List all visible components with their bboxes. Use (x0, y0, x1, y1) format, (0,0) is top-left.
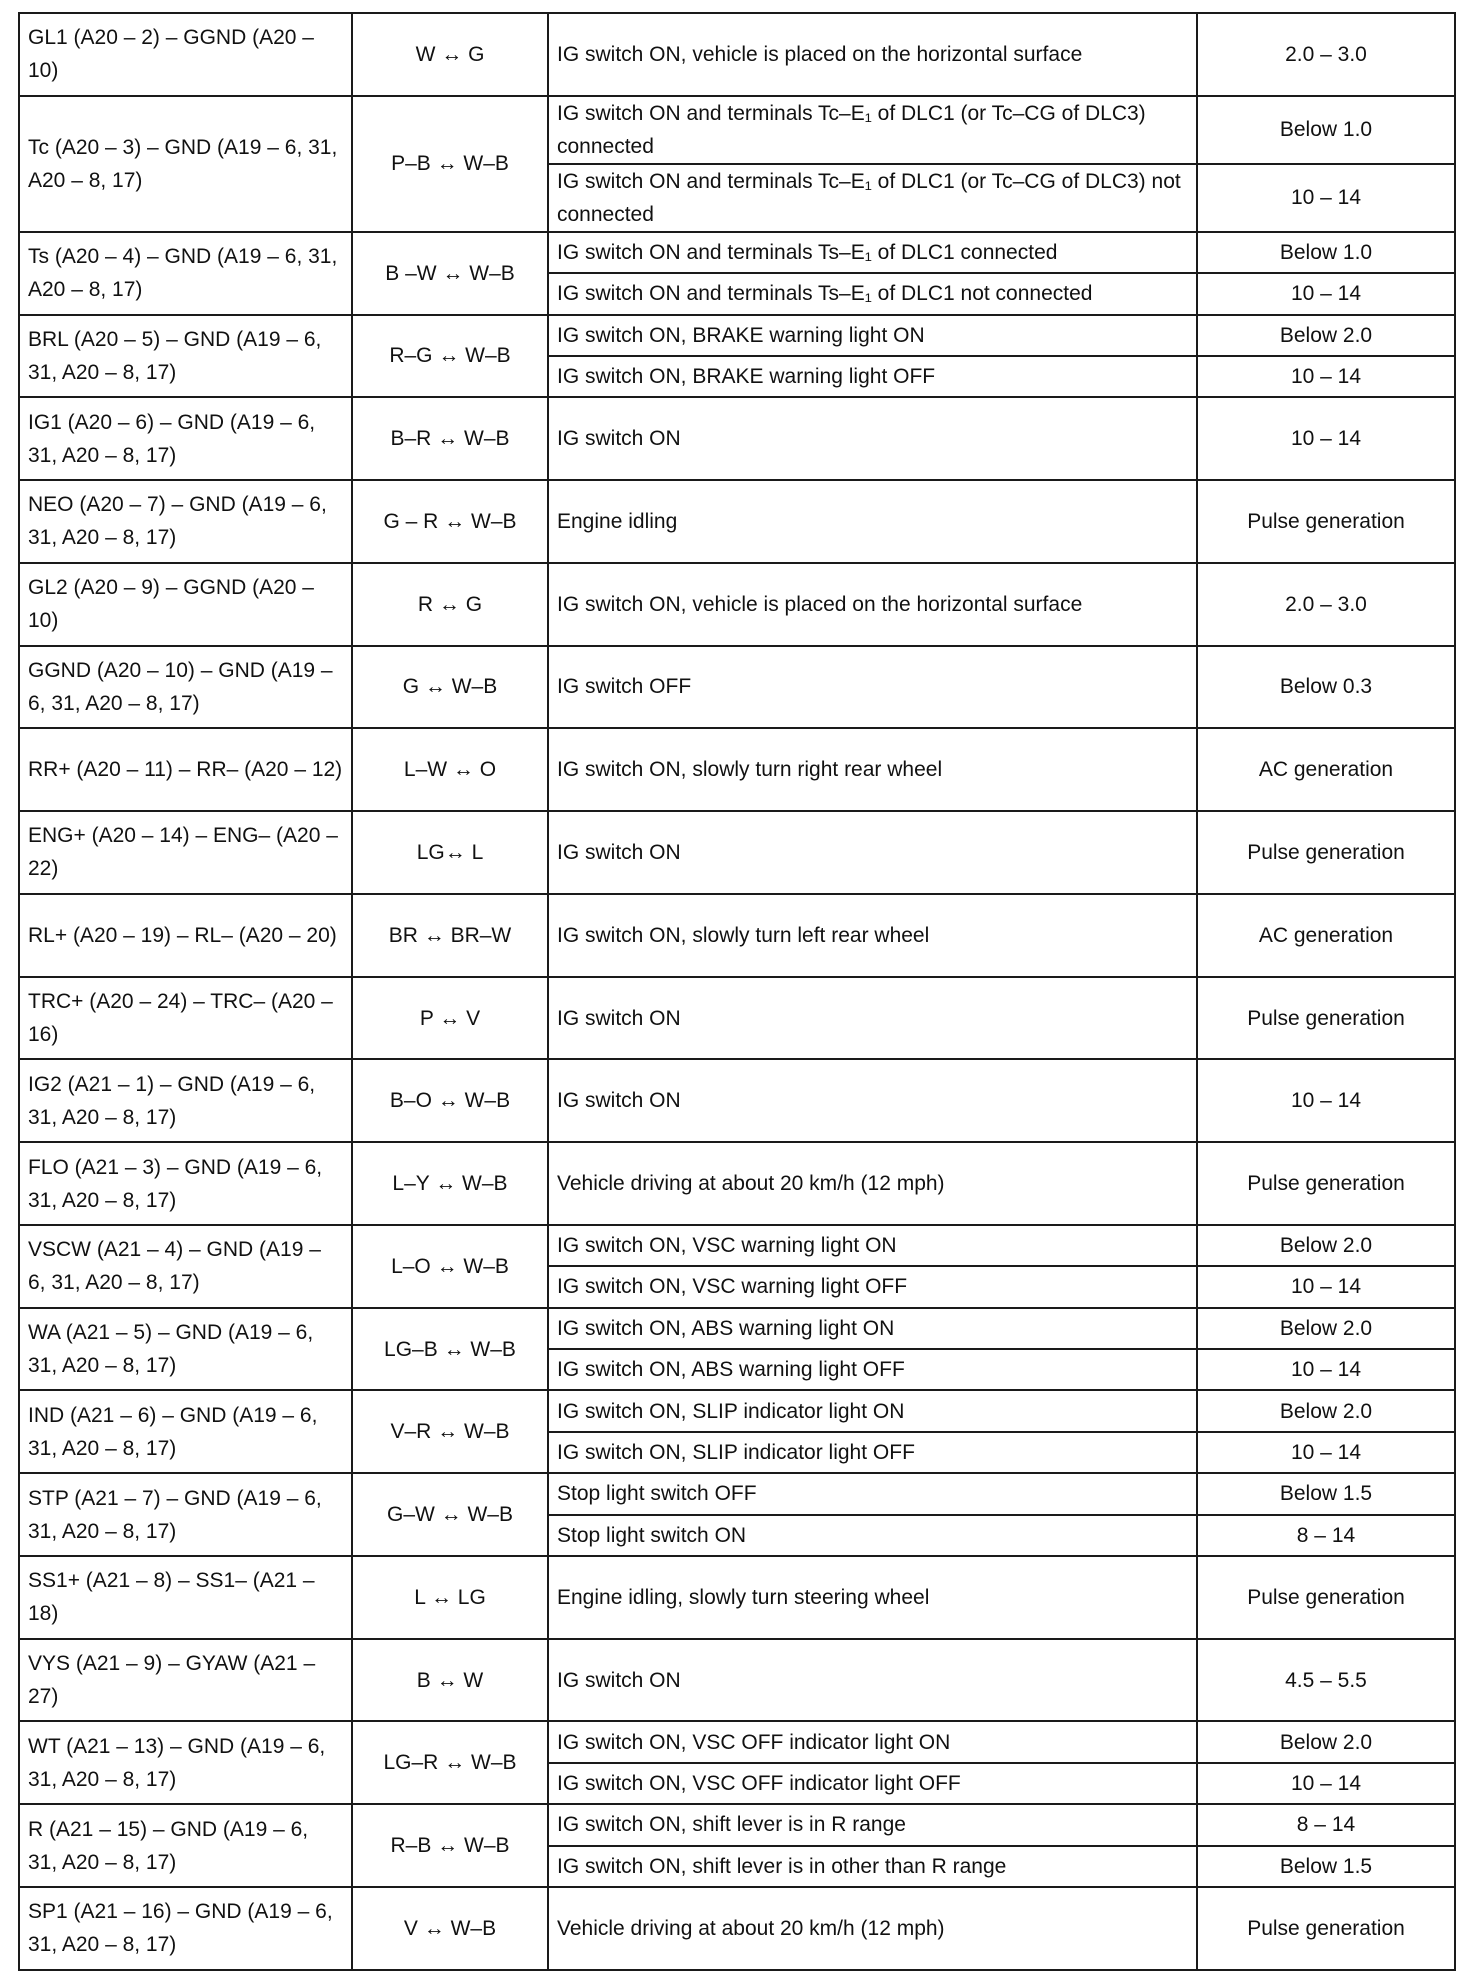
wiring-color-cell: B –W ↔ W–B (352, 232, 548, 315)
condition-cell: Engine idling (548, 480, 1197, 563)
table-row (19, 315, 1455, 356)
specified-condition-cell: AC generation (1197, 728, 1455, 811)
condition-cell: IG switch ON, VSC warning light ON (548, 1225, 1197, 1266)
condition-cell: IG switch ON, SLIP indicator light ON (548, 1390, 1197, 1431)
wiring-color-cell: R–G ↔ W–B (352, 315, 548, 398)
specified-condition-cell: Below 0.3 (1197, 646, 1455, 729)
specified-condition-cell: Pulse generation (1197, 977, 1455, 1060)
condition-cell: IG switch ON and terminals Tc–E₁ of DLC1 (or Tc–CG of DLC3) connected (548, 96, 1197, 164)
specified-condition-cell: 10 – 14 (1197, 1763, 1455, 1804)
table-row (19, 1142, 1455, 1225)
wiring-color-cell: B–O ↔ W–B (352, 1059, 548, 1142)
wiring-color-cell: LG–B ↔ W–B (352, 1308, 548, 1391)
condition-cell: Stop light switch OFF (548, 1473, 1197, 1514)
wiring-color-cell: P ↔ V (352, 977, 548, 1060)
condition-cell: IG switch ON and terminals Tc–E₁ of DLC1 (or Tc–CG of DLC3) not connected (548, 164, 1197, 232)
table-row (19, 894, 1455, 977)
table-body (19, 13, 1455, 1970)
specified-condition-cell: Below 1.0 (1197, 232, 1455, 273)
condition-cell: IG switch ON, VSC warning light OFF (548, 1266, 1197, 1307)
condition-cell: IG switch ON, shift lever is in other than R range (548, 1846, 1197, 1887)
table-row (19, 232, 1455, 273)
terminal-cell: SS1+ (A21 – 8) – SS1– (A21 – 18) (19, 1556, 352, 1639)
terminal-cell: WA (A21 – 5) – GND (A19 – 6, 31, A20 – 8, 17) (19, 1308, 352, 1391)
terminal-cell: GGND (A20 – 10) – GND (A19 – 6, 31, A20 – 8, 17) (19, 646, 352, 729)
terminal-cell: VSCW (A21 – 4) – GND (A19 – 6, 31, A20 – 8, 17) (19, 1225, 352, 1308)
specified-condition-cell: 2.0 – 3.0 (1197, 563, 1455, 646)
specified-condition-cell: Below 2.0 (1197, 1225, 1455, 1266)
condition-cell: IG switch ON and terminals Ts–E₁ of DLC1 connected (548, 232, 1197, 273)
terminal-cell: GL1 (A20 – 2) – GGND (A20 – 10) (19, 13, 352, 96)
wiring-color-cell: B ↔ W (352, 1639, 548, 1722)
specified-condition-cell: 10 – 14 (1197, 1432, 1455, 1473)
terminal-cell: IG2 (A21 – 1) – GND (A19 – 6, 31, A20 – 8, 17) (19, 1059, 352, 1142)
wiring-color-cell: L–W ↔ O (352, 728, 548, 811)
table-row (19, 397, 1455, 480)
table-row (19, 1059, 1455, 1142)
wiring-color-cell: L–O ↔ W–B (352, 1225, 548, 1308)
table-row (19, 977, 1455, 1060)
terminal-cell: SP1 (A21 – 16) – GND (A19 – 6, 31, A20 – 8, 17) (19, 1887, 352, 1970)
condition-cell: Stop light switch ON (548, 1515, 1197, 1556)
terminal-voltage-table (18, 12, 1456, 1971)
condition-cell: IG switch ON, SLIP indicator light OFF (548, 1432, 1197, 1473)
condition-cell: IG switch ON, vehicle is placed on the horizontal surface (548, 563, 1197, 646)
condition-cell: IG switch ON, vehicle is placed on the horizontal surface (548, 13, 1197, 96)
table-row (19, 1473, 1455, 1514)
table-row (19, 1556, 1455, 1639)
wiring-color-cell: BR ↔ BR–W (352, 894, 548, 977)
specified-condition-cell: Pulse generation (1197, 1887, 1455, 1970)
table-row (19, 1887, 1455, 1970)
specified-condition-cell: Below 2.0 (1197, 1721, 1455, 1762)
wiring-color-cell: LG–R ↔ W–B (352, 1721, 548, 1804)
terminal-voltage-sheet (18, 12, 1454, 1957)
condition-cell: Vehicle driving at about 20 km/h (12 mph) (548, 1142, 1197, 1225)
terminal-cell: VYS (A21 – 9) – GYAW (A21 – 27) (19, 1639, 352, 1722)
table-row (19, 1308, 1455, 1349)
table-row (19, 1225, 1455, 1266)
specified-condition-cell: Below 2.0 (1197, 315, 1455, 356)
condition-cell: IG switch ON (548, 977, 1197, 1060)
condition-cell: Engine idling, slowly turn steering wheel (548, 1556, 1197, 1639)
wiring-color-cell: P–B ↔ W–B (352, 96, 548, 232)
condition-cell: IG switch ON, BRAKE warning light ON (548, 315, 1197, 356)
condition-cell: IG switch ON, BRAKE warning light OFF (548, 356, 1197, 397)
terminal-cell: FLO (A21 – 3) – GND (A19 – 6, 31, A20 – 8, 17) (19, 1142, 352, 1225)
wiring-color-cell: L ↔ LG (352, 1556, 548, 1639)
specified-condition-cell: Below 2.0 (1197, 1390, 1455, 1431)
terminal-cell: RR+ (A20 – 11) – RR– (A20 – 12) (19, 728, 352, 811)
condition-cell: IG switch ON (548, 1639, 1197, 1722)
terminal-cell: IG1 (A20 – 6) – GND (A19 – 6, 31, A20 – 8, 17) (19, 397, 352, 480)
specified-condition-cell: 4.5 – 5.5 (1197, 1639, 1455, 1722)
terminal-cell: GL2 (A20 – 9) – GGND (A20 – 10) (19, 563, 352, 646)
specified-condition-cell: AC generation (1197, 894, 1455, 977)
wiring-color-cell: W ↔ G (352, 13, 548, 96)
specified-condition-cell: 10 – 14 (1197, 1349, 1455, 1390)
condition-cell: IG switch ON, VSC OFF indicator light OFF (548, 1763, 1197, 1804)
wiring-color-cell: L–Y ↔ W–B (352, 1142, 548, 1225)
terminal-cell: R (A21 – 15) – GND (A19 – 6, 31, A20 – 8, 17) (19, 1804, 352, 1887)
specified-condition-cell: Pulse generation (1197, 1556, 1455, 1639)
wiring-color-cell: R–B ↔ W–B (352, 1804, 548, 1887)
terminal-cell: ENG+ (A20 – 14) – ENG– (A20 – 22) (19, 811, 352, 894)
terminal-cell: STP (A21 – 7) – GND (A19 – 6, 31, A20 – 8, 17) (19, 1473, 352, 1556)
table-row (19, 1721, 1455, 1762)
table-row (19, 96, 1455, 164)
condition-cell: IG switch ON and terminals Ts–E₁ of DLC1 not connected (548, 273, 1197, 314)
terminal-cell: NEO (A20 – 7) – GND (A19 – 6, 31, A20 – 8, 17) (19, 480, 352, 563)
condition-cell: IG switch ON, VSC OFF indicator light ON (548, 1721, 1197, 1762)
terminal-cell: BRL (A20 – 5) – GND (A19 – 6, 31, A20 – 8, 17) (19, 315, 352, 398)
condition-cell: IG switch OFF (548, 646, 1197, 729)
specified-condition-cell: 10 – 14 (1197, 1059, 1455, 1142)
condition-cell: IG switch ON (548, 397, 1197, 480)
table-row (19, 1390, 1455, 1431)
specified-condition-cell: 2.0 – 3.0 (1197, 13, 1455, 96)
specified-condition-cell: 8 – 14 (1197, 1804, 1455, 1845)
terminal-cell: WT (A21 – 13) – GND (A19 – 6, 31, A20 – 8, 17) (19, 1721, 352, 1804)
specified-condition-cell: 8 – 14 (1197, 1515, 1455, 1556)
table-row (19, 646, 1455, 729)
specified-condition-cell: Pulse generation (1197, 1142, 1455, 1225)
condition-cell: IG switch ON, slowly turn right rear wheel (548, 728, 1197, 811)
wiring-color-cell: LG↔ L (352, 811, 548, 894)
condition-cell: IG switch ON, slowly turn left rear wheel (548, 894, 1197, 977)
condition-cell: IG switch ON, ABS warning light ON (548, 1308, 1197, 1349)
table-row (19, 728, 1455, 811)
table-row (19, 563, 1455, 646)
wiring-color-cell: G–W ↔ W–B (352, 1473, 548, 1556)
wiring-color-cell: G ↔ W–B (352, 646, 548, 729)
terminal-cell: Ts (A20 – 4) – GND (A19 – 6, 31, A20 – 8, 17) (19, 232, 352, 315)
wiring-color-cell: R ↔ G (352, 563, 548, 646)
specified-condition-cell: 10 – 14 (1197, 397, 1455, 480)
table-row (19, 1639, 1455, 1722)
specified-condition-cell: Below 1.5 (1197, 1473, 1455, 1514)
table-row (19, 1804, 1455, 1845)
specified-condition-cell: Below 1.5 (1197, 1846, 1455, 1887)
condition-cell: Vehicle driving at about 20 km/h (12 mph) (548, 1887, 1197, 1970)
condition-cell: IG switch ON (548, 811, 1197, 894)
specified-condition-cell: Below 1.0 (1197, 96, 1455, 164)
terminal-cell: IND (A21 – 6) – GND (A19 – 6, 31, A20 – 8, 17) (19, 1390, 352, 1473)
condition-cell: IG switch ON, shift lever is in R range (548, 1804, 1197, 1845)
specified-condition-cell: 10 – 14 (1197, 1266, 1455, 1307)
table-row (19, 13, 1455, 96)
condition-cell: IG switch ON (548, 1059, 1197, 1142)
table-row (19, 811, 1455, 894)
wiring-color-cell: G – R ↔ W–B (352, 480, 548, 563)
specified-condition-cell: Pulse generation (1197, 811, 1455, 894)
table-row (19, 480, 1455, 563)
specified-condition-cell: 10 – 14 (1197, 273, 1455, 314)
terminal-cell: TRC+ (A20 – 24) – TRC– (A20 – 16) (19, 977, 352, 1060)
condition-cell: IG switch ON, ABS warning light OFF (548, 1349, 1197, 1390)
terminal-cell: RL+ (A20 – 19) – RL– (A20 – 20) (19, 894, 352, 977)
wiring-color-cell: B–R ↔ W–B (352, 397, 548, 480)
terminal-cell: Tc (A20 – 3) – GND (A19 – 6, 31, A20 – 8, 17) (19, 96, 352, 232)
wiring-color-cell: V–R ↔ W–B (352, 1390, 548, 1473)
specified-condition-cell: 10 – 14 (1197, 164, 1455, 232)
specified-condition-cell: Pulse generation (1197, 480, 1455, 563)
specified-condition-cell: 10 – 14 (1197, 356, 1455, 397)
specified-condition-cell: Below 2.0 (1197, 1308, 1455, 1349)
wiring-color-cell: V ↔ W–B (352, 1887, 548, 1970)
